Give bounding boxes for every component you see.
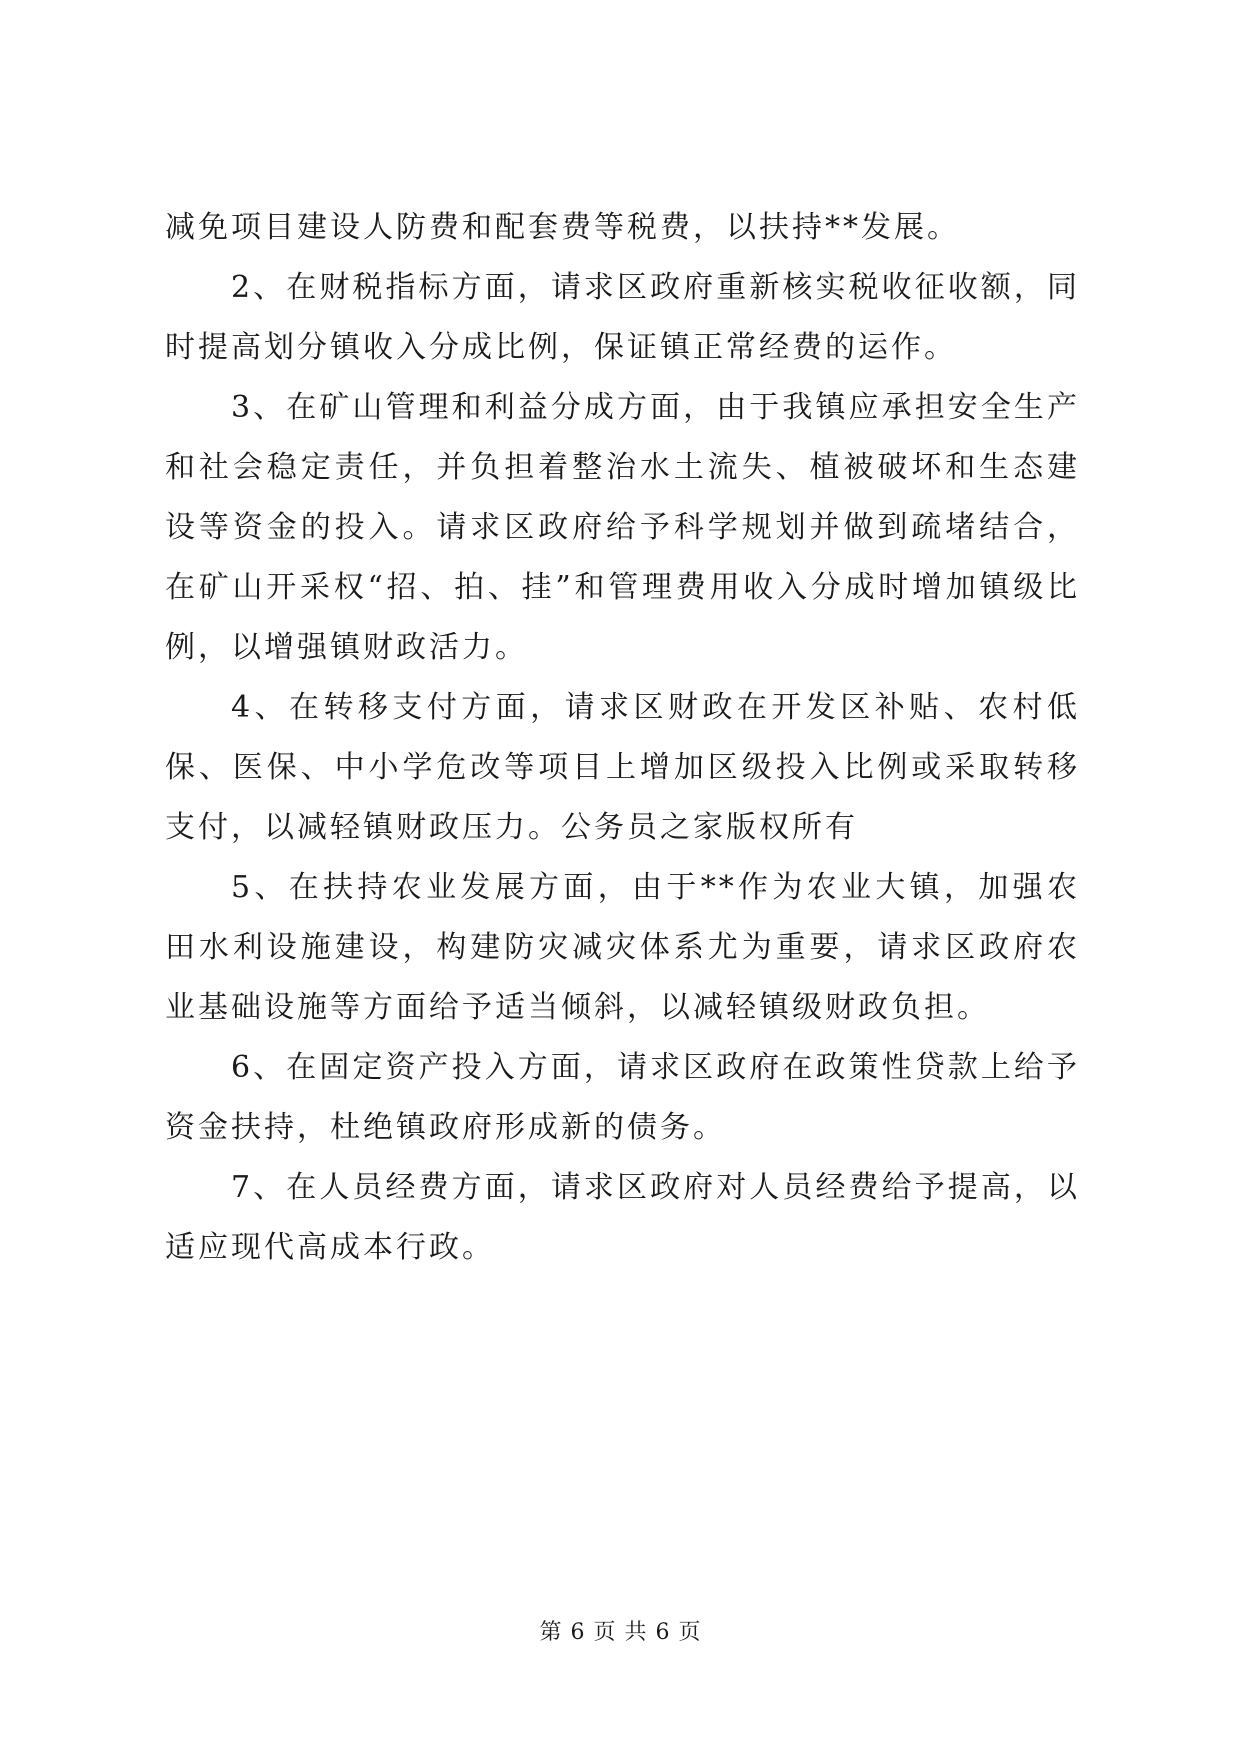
paragraph-item-4: 4、在转移支付方面，请求区财政在开发区补贴、农村低保、医保、中小学危改等项目上增加区级投入比例或采取转移支付，以减轻镇财政压力。公务员之家版权所有	[165, 690, 1080, 845]
paragraph-item-5: 5、在扶持农业发展方面，由于**作为农业大镇，加强农田水利设施建设，构建防灾减灾体系尤为重要，请求区政府农业基础设施等方面给予适当倾斜，以减轻镇级财政负担。	[165, 870, 1080, 1025]
page-footer-page-number: 第 6 页 共 6 页	[539, 1620, 702, 1645]
paragraph-item-6: 6、在固定资产投入方面，请求区政府在政策性贷款上给予资金扶持，杜绝镇政府形成新的债务。	[165, 1050, 1080, 1145]
paragraph-item-2: 2、在财税指标方面，请求区政府重新核实税收征收额，同时提高划分镇收入分成比例，保证镇正常经费的运作。	[165, 270, 1080, 365]
document-body	[165, 198, 1080, 1278]
paragraph-item-3: 3、在矿山管理和利益分成方面，由于我镇应承担安全生产和社会稳定责任，并负担着整治水土流失、植被破坏和生态建设等资金的投入。请求区政府给予科学规划并做到疏堵结合，在矿山开采权“招、拍、挂”和管理费用收入分成时增加镇级比例，以增强镇财政活力。	[165, 390, 1080, 665]
paragraph-item-7: 7、在人员经费方面，请求区政府对人员经费给予提高，以适应现代高成本行政。	[165, 1170, 1080, 1265]
paragraph-continuation: 减免项目建设人防费和配套费等税费，以扶持**发展。	[165, 210, 960, 245]
